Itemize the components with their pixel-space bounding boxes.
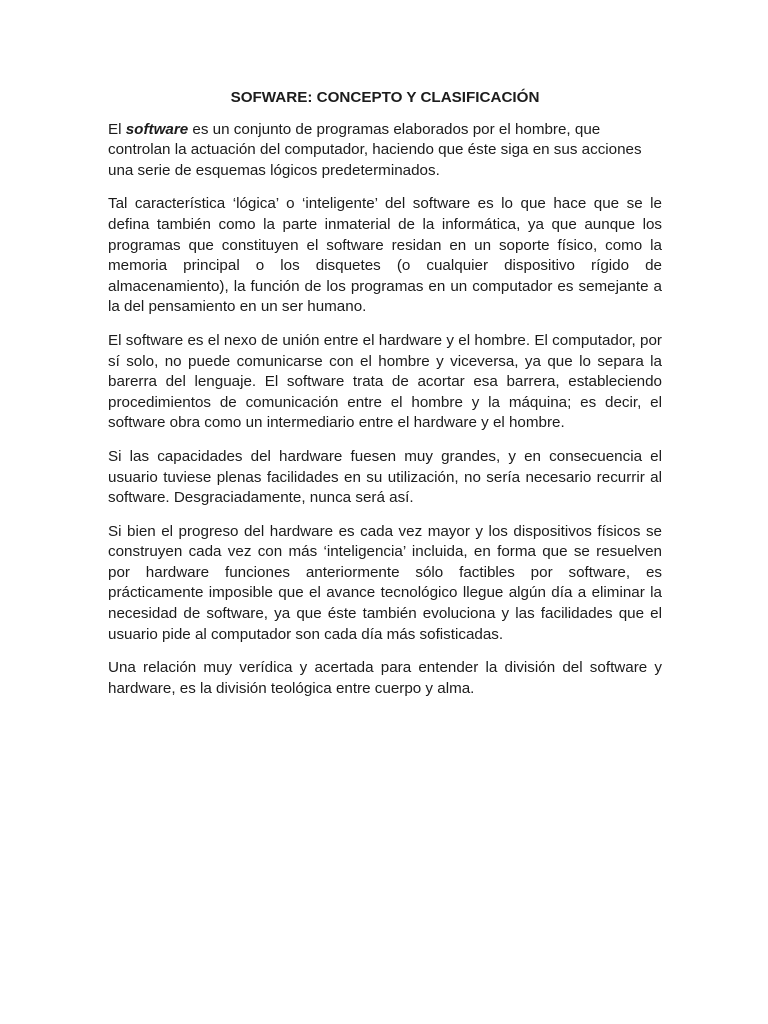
- intro-paragraph: [108, 120, 662, 182]
- document-title: SOFWARE: CONCEPTO Y CLASIFICACIÓN: [230, 89, 540, 106]
- intro-emphasis: software: [125, 120, 189, 138]
- paragraph-nexus: El software es el nexo de unión entre el hardware y el hombre. El computador, por sí solo, no puede comunicarse con el hombre y viceversa, ya que lo separa la barerra del lenguaje. El software trata de acortar esa barrera, estableciendo procedimientos de comunicación entre el hombre y la máquina; es decir, el software obra como un intermediario entre el hardware y el hombre.: [108, 331, 662, 432]
- document-page: [108, 88, 662, 712]
- paragraph-capacities: Si las capacidades del hardware fuesen muy grandes, y en consecuencia el usuario tuviese plenas facilidades en su utilización, no sería necesario recurrir al software. Desgraciadamente, nunca será así.: [108, 447, 662, 507]
- paragraph-progress: Si bien el progreso del hardware es cada vez mayor y los dispositivos físicos se construyen cada vez con más ‘inteligencia’ incluida, en forma que se resuelven por hardware funciones anteriormente sólo factibles por software, es prácticamente imposible que el avance tecnológico llegue algún día a eliminar la necesidad de software, ya que éste también evoluciona y las facilidades que el usuario pide al computador son cada día más sofisticadas.: [108, 522, 662, 643]
- intro-text-start: El: [108, 120, 126, 138]
- paragraph-logic: Tal característica ‘lógica’ o ‘inteligente’ del software es lo que hace que se le defina también como la parte inmaterial de la informática, ya que aunque los programas que constituyen el software residan en un soporte físico, como la memoria principal o los disquetes (o cualquier dispositivo rígido de almacenamiento), la función de los programas en un computador es semejante a la del pensamiento en un ser humano.: [108, 195, 662, 316]
- intro-text-end: es un conjunto de programas elaborados por el hombre, que controlan la actuación del computador, haciendo que éste siga en sus acciones una serie de esquemas lógicos predeterminados.: [108, 120, 642, 179]
- paragraph-relation: Una relación muy verídica y acertada para entender la división del software y hardware, es la división teológica entre cuerpo y alma.: [108, 659, 662, 697]
